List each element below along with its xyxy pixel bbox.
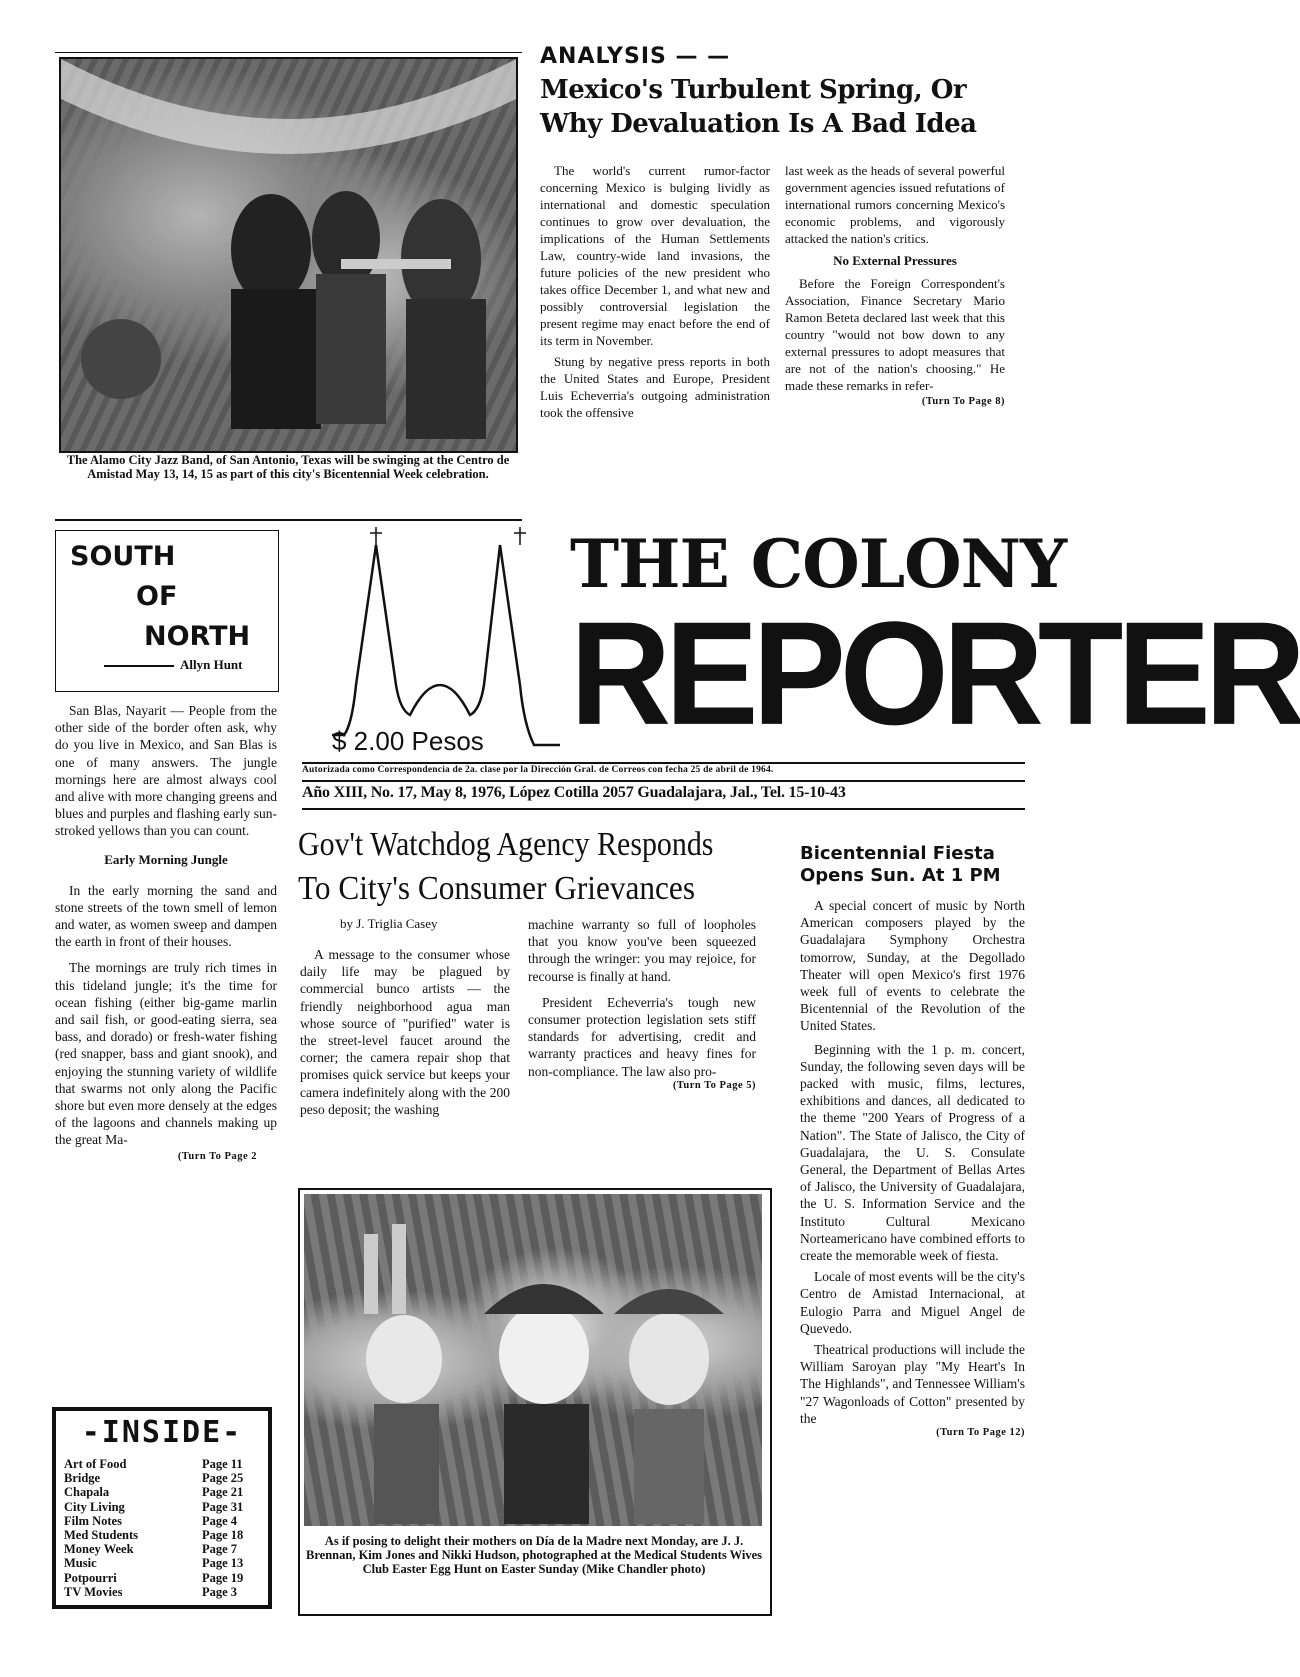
watchdog-col-2 [528, 916, 756, 1091]
inside-box [52, 1407, 272, 1609]
fiesta-article [800, 843, 1025, 1438]
masthead-title-1: THE COLONY [570, 525, 1067, 603]
inside-item-label: Med Students [64, 1528, 138, 1543]
inside-item [64, 1556, 262, 1570]
inside-item-page: Page 21 [202, 1485, 244, 1500]
inside-item-label: Money Week [64, 1542, 134, 1557]
column-body [55, 702, 277, 1162]
inside-item [64, 1514, 262, 1528]
analysis-col2-p1: last week as the heads of several powerful government agencies issued refutations of international rumors concerning Mexico's economic problems, and vigorously attacked the nation's critics. [785, 163, 1005, 246]
watchdog-headline-2: To City's Consumer Grievances [298, 870, 695, 907]
fiesta-p3: Locale of most events will be the city's Centro de Amistad Internacional, at Eulogio Parra and Miguel Angel de Quevedo. [800, 1269, 1025, 1336]
analysis-col1-p2: Stung by negative press reports in both the United States and Europe, President Luis Echeverria's outgoing administration took the offensive [540, 354, 770, 420]
fiesta-p1: A special concert of music by North American composers played by the Guadalajara Symphony Orchestra tomorrow, Sunday, at the Degollado Theater will open Mexico's first 1976 week full of events to celebrate the Bicentennial of the Revolution of the United States. [800, 898, 1025, 1034]
column-title-2: OF [136, 581, 178, 612]
inside-item-label: TV Movies [64, 1584, 123, 1599]
column-title-3: NORTH [144, 621, 251, 652]
column-title-box [55, 530, 279, 692]
easter-children-photo [304, 1194, 762, 1526]
masthead-title [570, 525, 1300, 758]
watchdog-col2-p1: machine warranty so full of loopholes that you know you've been squeezed through the wringer: you may rejoice, for recourse is finally at hand. [528, 917, 756, 984]
inside-item-page: Page 4 [202, 1513, 238, 1528]
analysis-col2-p2: Before the Foreign Correspondent's Association, Finance Secretary Mario Ramon Beteta declared last week that this country "would not bow down to any external pressures to adopt measures that are not of the nation's choosing." He made these remarks in refer- [785, 276, 1005, 393]
inside-item [64, 1471, 262, 1485]
column-p3: The mornings are truly rich times in this tideland jungle; it's the time for ocean fishing (either big-game marlin and sail fish, or good-eating sierra, sea bass, and dorado) or fresh-water fishing (red snapper, bass and giant snook), and enjoying the stunning variety of wildlife that swarms not only along the Pacific shore but even more densely at the edges of the lagoons and channels making up the great Ma- [55, 960, 277, 1148]
easter-children-figures [304, 1194, 762, 1526]
inside-item-page: Page 19 [202, 1570, 244, 1585]
divider [302, 780, 1025, 782]
fiesta-headline-1: Bicentennial Fiesta [800, 843, 995, 864]
watchdog-col2-p2: President Echeverria's tough new consumer protection legislation sets stiff standards for advertising, credit and warranty practices and heavy fines for non-compliance. The law also pro- [528, 994, 756, 1079]
analysis-col-1 [540, 162, 770, 421]
inside-item-label: Film Notes [64, 1513, 122, 1528]
inside-item [64, 1571, 262, 1585]
column-subhead: Early Morning Jungle [104, 851, 228, 867]
jazz-band-figures [61, 59, 516, 451]
analysis-col-2 [785, 162, 1005, 407]
analysis-kicker: ANALYSIS — — [540, 44, 731, 69]
top-photo-block [55, 52, 522, 523]
masthead-logo [330, 525, 560, 755]
inside-item-label: City Living [64, 1499, 125, 1514]
inside-item-label: Art of Food [64, 1457, 127, 1471]
inside-item [64, 1528, 262, 1542]
column-turn: (Turn To Page 2 [177, 1150, 257, 1162]
column-p2: In the early morning the sand and stone streets of the town smell of lemon and water, as women sweep and dampen the earth in front of their houses. [55, 882, 277, 950]
inside-item-label: Bridge [64, 1471, 101, 1486]
analysis-turn: (Turn To Page 8) [921, 396, 1005, 407]
divider [302, 808, 1025, 810]
watchdog-col1-text: A message to the consumer whose daily life may be plagued by commercial bunco artists — the friendly neighborhood agua man whose source of "purified" water is the street-level faucet around the corner; the camera repair shop that promises quick service but keeps your camera indefinitely along with the 200 peso deposit; the washing [300, 947, 510, 1117]
inside-item [64, 1457, 262, 1471]
fiesta-p2: Beginning with the 1 p. m. concert, Sunday, the following seven days will be packed with music, films, lectures, exhibitions and dances, all dedicated to the theme "200 Years of Progress of a Nation". The State of Jalisco, the City of Guadalajara, the U. S. Consulate General, the Department of Bellas Artes of Jalisco, the University of Guadalajara, the U. S. Information Service and the Instituto Cultural Mexicano Norteamericano have combined efforts to create the memorable week of fiesta. [800, 1041, 1025, 1264]
watchdog-article [298, 823, 788, 911]
analysis-headline-2: Why Devaluation Is A Bad Idea [540, 109, 977, 139]
easter-photo-block [298, 1188, 772, 1616]
dateline: Año XIII, No. 17, May 8, 1976, López Cotilla 2057 Guadalajara, Jal., Tel. 15-10-43 [302, 784, 846, 801]
price: $ 2.00 Pesos [332, 726, 484, 756]
analysis-article [540, 44, 1035, 519]
inside-item-page: Page 7 [202, 1542, 238, 1557]
inside-item [64, 1500, 262, 1514]
column-p1: San Blas, Nayarit — People from the other side of the border often ask, why do you live in Mexico, and San Blas is one of many answers. The jungle mornings here are almost always cool and alive with more changing greens and blues and purples and flashing early sun-stroked yellows than you can count. [55, 703, 277, 839]
fiesta-turn: (Turn To Page 12) [936, 1427, 1025, 1439]
fiesta-headline-2: Opens Sun. At 1 PM [800, 865, 1001, 886]
cathedral-towers-logo [330, 525, 560, 755]
inside-item-page: Page 18 [202, 1528, 244, 1543]
inside-list [56, 1455, 268, 1599]
inside-item-page: Page 31 [202, 1499, 244, 1514]
divider [55, 519, 522, 521]
analysis-headline-1: Mexico's Turbulent Spring, Or [540, 75, 967, 105]
analysis-subhead: No External Pressures [833, 253, 957, 268]
inside-item-page: Page 11 [202, 1457, 243, 1471]
inside-item-page: Page 25 [202, 1471, 244, 1486]
watchdog-turn: (Turn To Page 5) [672, 1079, 756, 1091]
top-photo-caption: The Alamo City Jazz Band, of San Antonio, Texas will be swinging at the Centro de Amistad May 13, 14, 15 as part of this city's Bicentennial Week celebration. [66, 453, 510, 481]
inside-item-page: Page 3 [202, 1584, 238, 1599]
inside-item-label: Music [64, 1556, 97, 1571]
masthead-title-2: REPORTER [570, 590, 1300, 756]
easter-photo-caption: As if posing to delight their mothers on Día de la Madre next Monday, are J. J. Brennan, Kim Jones and Nikki Hudson, photographed at the Medical Students Wives Club Easter Egg Hunt on Easter Sunday (Mike Chandler photo) [306, 1534, 762, 1576]
watchdog-col-1 [300, 916, 510, 1118]
column-byline: Allyn Hunt [180, 657, 243, 672]
inside-title: -INSIDE- [81, 1415, 243, 1450]
inside-item-label: Chapala [64, 1485, 110, 1500]
fiesta-p4: Theatrical productions will include the William Saroyan play "My Heart's In The Highlands", and Tennessee William's "27 Wagonloads of Cotton" presented by the [800, 1342, 1025, 1426]
jazz-band-photo [59, 57, 518, 453]
inside-item [64, 1585, 262, 1599]
registration-line: Autorizada como Correspondencia de 2a. clase por la Dirección Gral. de Correos con fecha 25 de abril de 1964. [302, 765, 774, 775]
divider [302, 762, 1025, 764]
inside-item [64, 1485, 262, 1499]
inside-item-page: Page 13 [202, 1556, 244, 1571]
inside-item-label: Potpourri [64, 1570, 117, 1585]
byline-rule [104, 665, 174, 667]
analysis-col1-p1: The world's current rumor-factor concerning Mexico is bulging lividly as international and domestic speculation continues to grow over devaluation, the implications of the Human Settlements Law, country-wide land invasions, the future policies of the new president who takes office December 1, and what new and possibly controversial legislation the present regime may enact before the end of its term in November. [540, 163, 770, 348]
watchdog-byline: by J. Triglia Casey [340, 916, 438, 931]
column-title-1: SOUTH [70, 541, 176, 572]
inside-item [64, 1542, 262, 1556]
watchdog-headline-1: Gov't Watchdog Agency Responds [298, 826, 714, 863]
